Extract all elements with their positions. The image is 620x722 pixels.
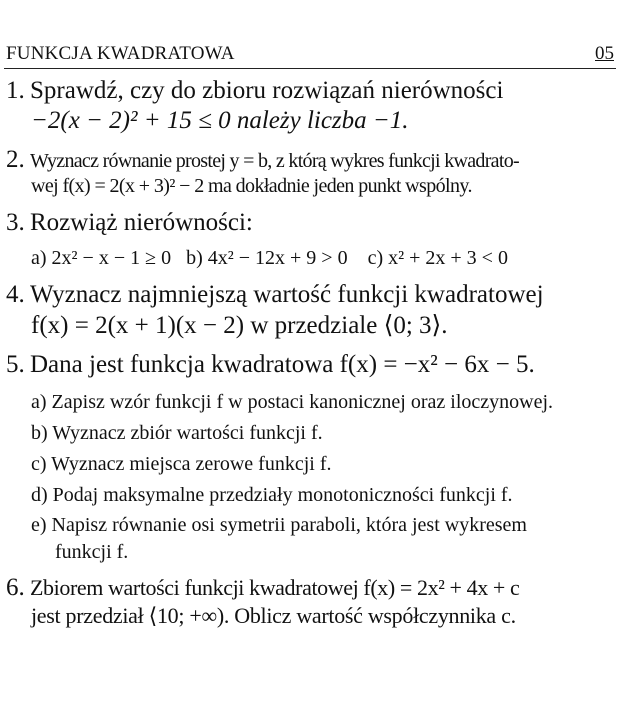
task-5-item-a: a) Zapisz wzór funkcji f w postaci kanonicznej oraz iloczynowej.	[31, 391, 554, 413]
task-text: Zbiorem wartości funkcji kwadratowej f(x) = 2x² + 4x + c	[30, 575, 520, 600]
task-5-item-e-continuation: funkcji f.	[55, 541, 129, 563]
page-header	[4, 40, 616, 69]
part-b: b) 4x² − 12x + 9 > 0	[186, 247, 348, 269]
task-5-item-e: e) Napisz równanie osi symetrii paraboli, która jest wykresem	[31, 514, 527, 536]
task-text: Rozwiąż nierówności:	[30, 209, 253, 236]
task-3	[6, 208, 253, 238]
task-4	[6, 280, 544, 310]
task-text: Wyznacz równanie prostej y = b, z którą wykres funkcji kwadrato-	[30, 150, 519, 172]
task-2	[6, 145, 519, 176]
task-2-continuation: wej f(x) = 2(x + 3)² − 2 ma dokładnie jeden punkt wspólny.	[31, 175, 472, 197]
task-number: 6.	[6, 574, 25, 601]
task-6	[6, 573, 519, 603]
part-a: a) 2x² − x − 1 ≥ 0	[31, 247, 172, 269]
task-4-continuation: f(x) = 2(x + 1)(x − 2) w przedziale ⟨0; 3⟩.	[31, 312, 448, 339]
task-5-item-c: c) Wyznacz miejsca zerowe funkcji f.	[31, 453, 332, 475]
task-3-parts	[31, 245, 508, 271]
task-1	[6, 76, 503, 106]
task-text: Sprawdź, czy do zbioru rozwiązań nierówności	[30, 77, 504, 104]
part-c: c) x² + 2x + 3 < 0	[367, 247, 508, 269]
task-5	[6, 350, 535, 380]
task-number: 4.	[6, 281, 25, 308]
chapter-title: FUNKCJA KWADRATOWA	[6, 43, 235, 64]
page-number: 05	[595, 43, 614, 64]
task-text: Wyznacz najmniejszą wartość funkcji kwadratowej	[30, 281, 544, 308]
task-text: Dana jest funkcja kwadratowa f(x) = −x² − 6x − 5.	[30, 351, 535, 378]
task-5-item-d: d) Podaj maksymalne przedziały monotoniczności funkcji f.	[31, 484, 513, 506]
task-number: 1.	[6, 77, 25, 104]
task-number: 2.	[6, 146, 25, 173]
task-number: 5.	[6, 351, 25, 378]
task-5-item-b: b) Wyznacz zbiór wartości funkcji f.	[31, 422, 323, 444]
task-1-formula: −2(x − 2)² + 15 ≤ 0 należy liczba −1.	[31, 107, 409, 134]
task-number: 3.	[6, 209, 25, 236]
task-6-continuation: jest przedział ⟨10; +∞). Oblicz wartość współczynnika c.	[31, 603, 516, 628]
